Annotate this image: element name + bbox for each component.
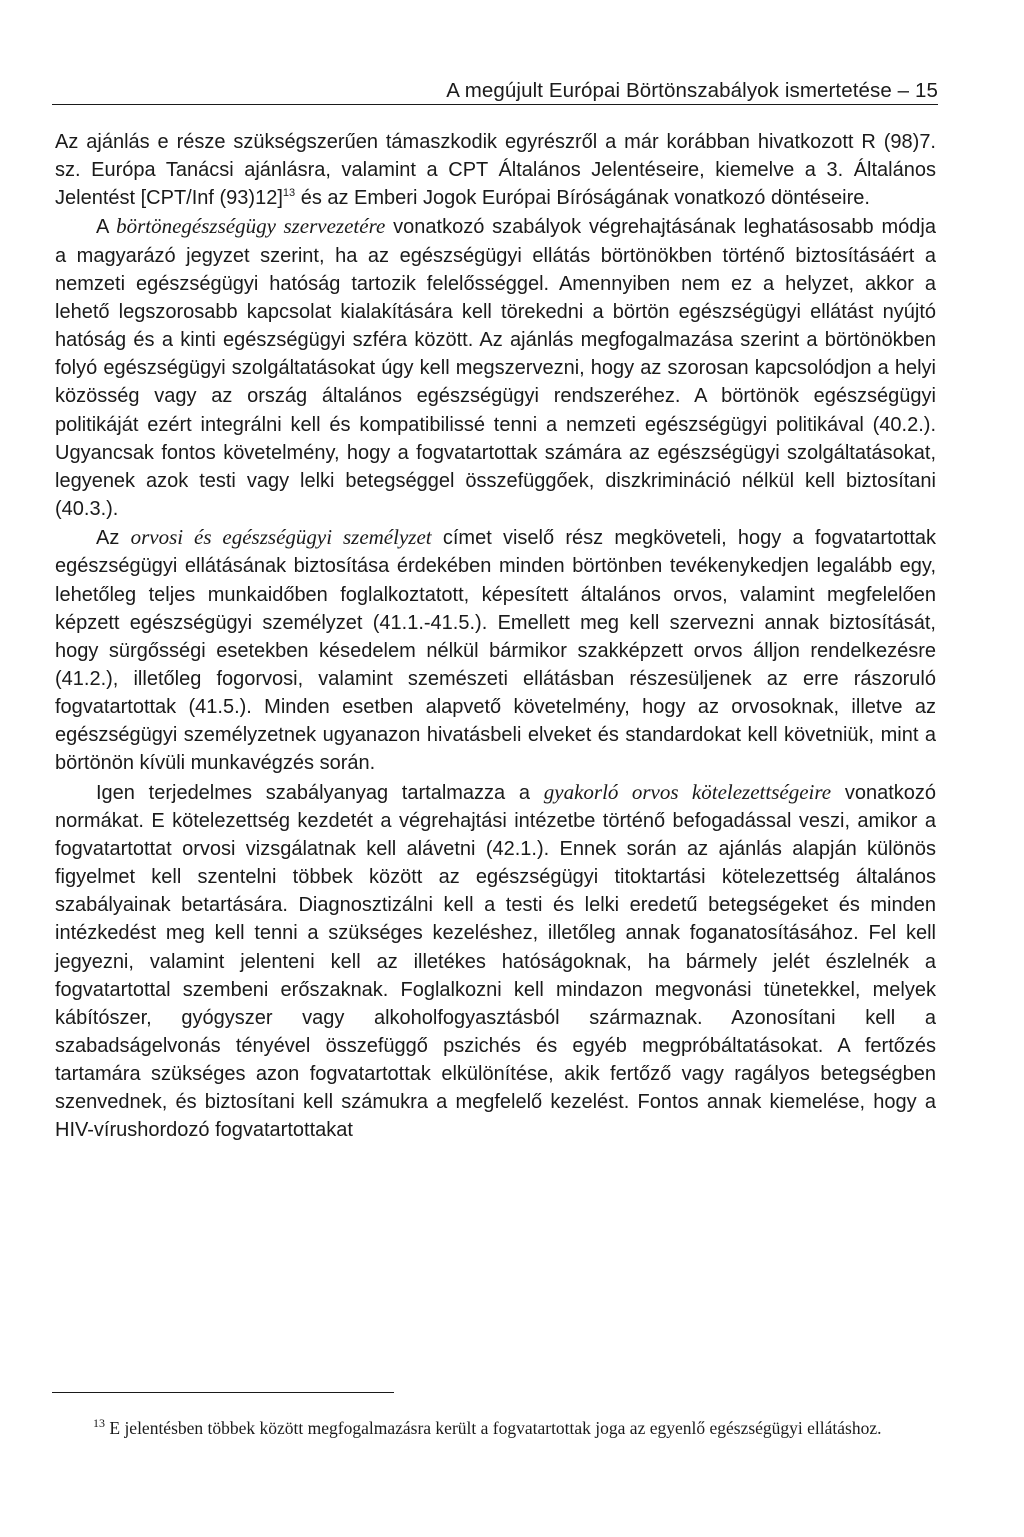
paragraph-3: [55, 523, 936, 777]
footnote-divider: [52, 1392, 394, 1393]
paragraph-2-body: vonatkozó szabályok végrehajtásának leghatásosabb módja a magyarázó jegyzet szerint, ha az egészségügyi ellátás börtönökben történő biztosításáért a nemzeti egészségügyi hatóság tartozik felelősséggel. Amennyiben nem ez a helyzet, akkor a lehető legszorosabb kapcsolat kialakítására kell törekedni a börtön egészségügyi ellátást nyújtó hatóság és a kinti egészségügyi szféra között. Az ajánlás megfogalmazása szerint a börtönökben folyó egészségügyi szolgáltatásokat úgy kell megszervezni, hogy az szorosan kapcsolódjon a helyi közösség vagy az ország általános egészségügyi rendszeréhez. A börtönök egészségügyi politikáját ezért integrálni kell és kompatibilissé tenni a nemzeti egészségügyi politikával (40.2.). Ugyancsak fontos követelmény, hogy a fogvatartottak számára az egészségügyi szolgáltatásokat, legyenek azok testi vagy lelki betegséggel összefüggőek, diszkrimináció nélkül kell biztosítani (40.3.).: [55, 216, 936, 521]
paragraph-1: [55, 128, 936, 212]
paragraph-3-lead: Az: [96, 527, 131, 550]
footnote-reference: 13: [282, 187, 296, 200]
paragraph-2-emphasis: börtönegészségügy szervezetére: [116, 214, 386, 239]
paragraph-4-body: vonatkozó normákat. E kötelezettség kezdetét a végrehajtási intézetbe történő befogadással veszi, amikor a fogvatartottat orvosi vizsgálatnak kell alávetni (42.1.). Ennek során az ajánlás alapján különös figyelmet kell szentelni többek között az egészségügyi titoktartási kötelezettség általános szabályainak betartására. Diagnosztizálni kell a testi és lelki eredetű betegségeket és minden intézkedést meg kell tenni a szükséges kezeléshez, illetőleg annak foganatosításához. Fel kell jegyezni, valamint jelenteni kell az illetékes hatóságoknak, ha bármely jelét észlelnék a fogvatartottal szembeni erőszaknak. Foglalkozni kell mindazon megvonási tünetekkel, melyek kábítószer, gyógyszer vagy alkoholfogyasztásból származnak. Azonosítani kell a szabadságelvonás tényével összefüggő pszichés és egyéb megpróbáltatásokat. A fertőzés tartamára szükséges azon fogvatartottak elkülönítése, akik fertőző vagy ragályos betegségben szenvednek, és biztosítani kell számukra a megfelelő kezelést. Fontos annak kiemelése, hogy a HIV-vírushordozó fogvatartottakat: [55, 781, 936, 1142]
paragraph-1-text: Az ajánlás e része szükségszerűen támaszkodik egyrészről a már korábban hivatkozott R (98)7. sz. Európa Tanácsi ajánlásra, valamint a CPT Általános Jelentéseire, kiemelve a 3. Általános Jelentést [CPT/Inf (93)12]: [55, 131, 936, 210]
paragraph-2-lead: A: [96, 216, 117, 239]
running-title: A megújult Európai Börtönszabályok ismertetése: [446, 79, 892, 102]
footnote: [55, 1417, 936, 1440]
paragraph-4: [55, 778, 936, 1145]
footnote-text: E jelentésben többek között megfogalmazásra került a fogvatartottak joga az egyenlő egészségügyi ellátáshoz.: [105, 1418, 882, 1438]
running-header-text: [446, 79, 938, 103]
paragraph-4-lead: Igen terjedelmes szabályanyag tartalmazza a: [96, 781, 544, 804]
paragraph-3-body: címet viselő rész megköveteli, hogy a fogvatartottak egészségügyi ellátásának biztosítása érdekében minden börtönben tevékenykedjen legalább egy, lehetőleg teljes munkaidőben foglalkoztatott, képesített általános orvos, valamint megfelelően képzett egészségügyi személyzet (41.1.-41.5.). Emellett meg kell szervezni annak biztosítását, hogy sürgősségi esetekben késedelem nélkül bármikor szakképzett orvos álljon rendelkezésre (41.2.), illetőleg fogorvosi, valamint szemészeti ellátásban részesüljenek az erre rászoruló fogvatartottak (41.5.). Minden esetben alapvető követelmény, hogy az orvosoknak, illetve az egészségügyi személyzetnek ugyanazon hivatásbeli elveket és standardokat kell követniük, mint a börtönön kívüli munkavégzés során.: [55, 527, 936, 775]
running-header: [52, 74, 938, 105]
main-text: [55, 128, 936, 1145]
page-number: 15: [914, 79, 938, 102]
paragraph-2: [55, 212, 936, 523]
footnote-number: 13: [93, 1416, 105, 1430]
paragraph-4-emphasis: gyakorló orvos kötelezettségeire: [543, 779, 832, 804]
paragraph-1-text-after: és az Emberi Jogok Európai Bíróságának vonatkozó döntéseire.: [295, 187, 870, 210]
paragraph-3-emphasis: orvosi és egészségügyi személyzet: [130, 525, 432, 550]
header-separator: –: [891, 79, 915, 102]
